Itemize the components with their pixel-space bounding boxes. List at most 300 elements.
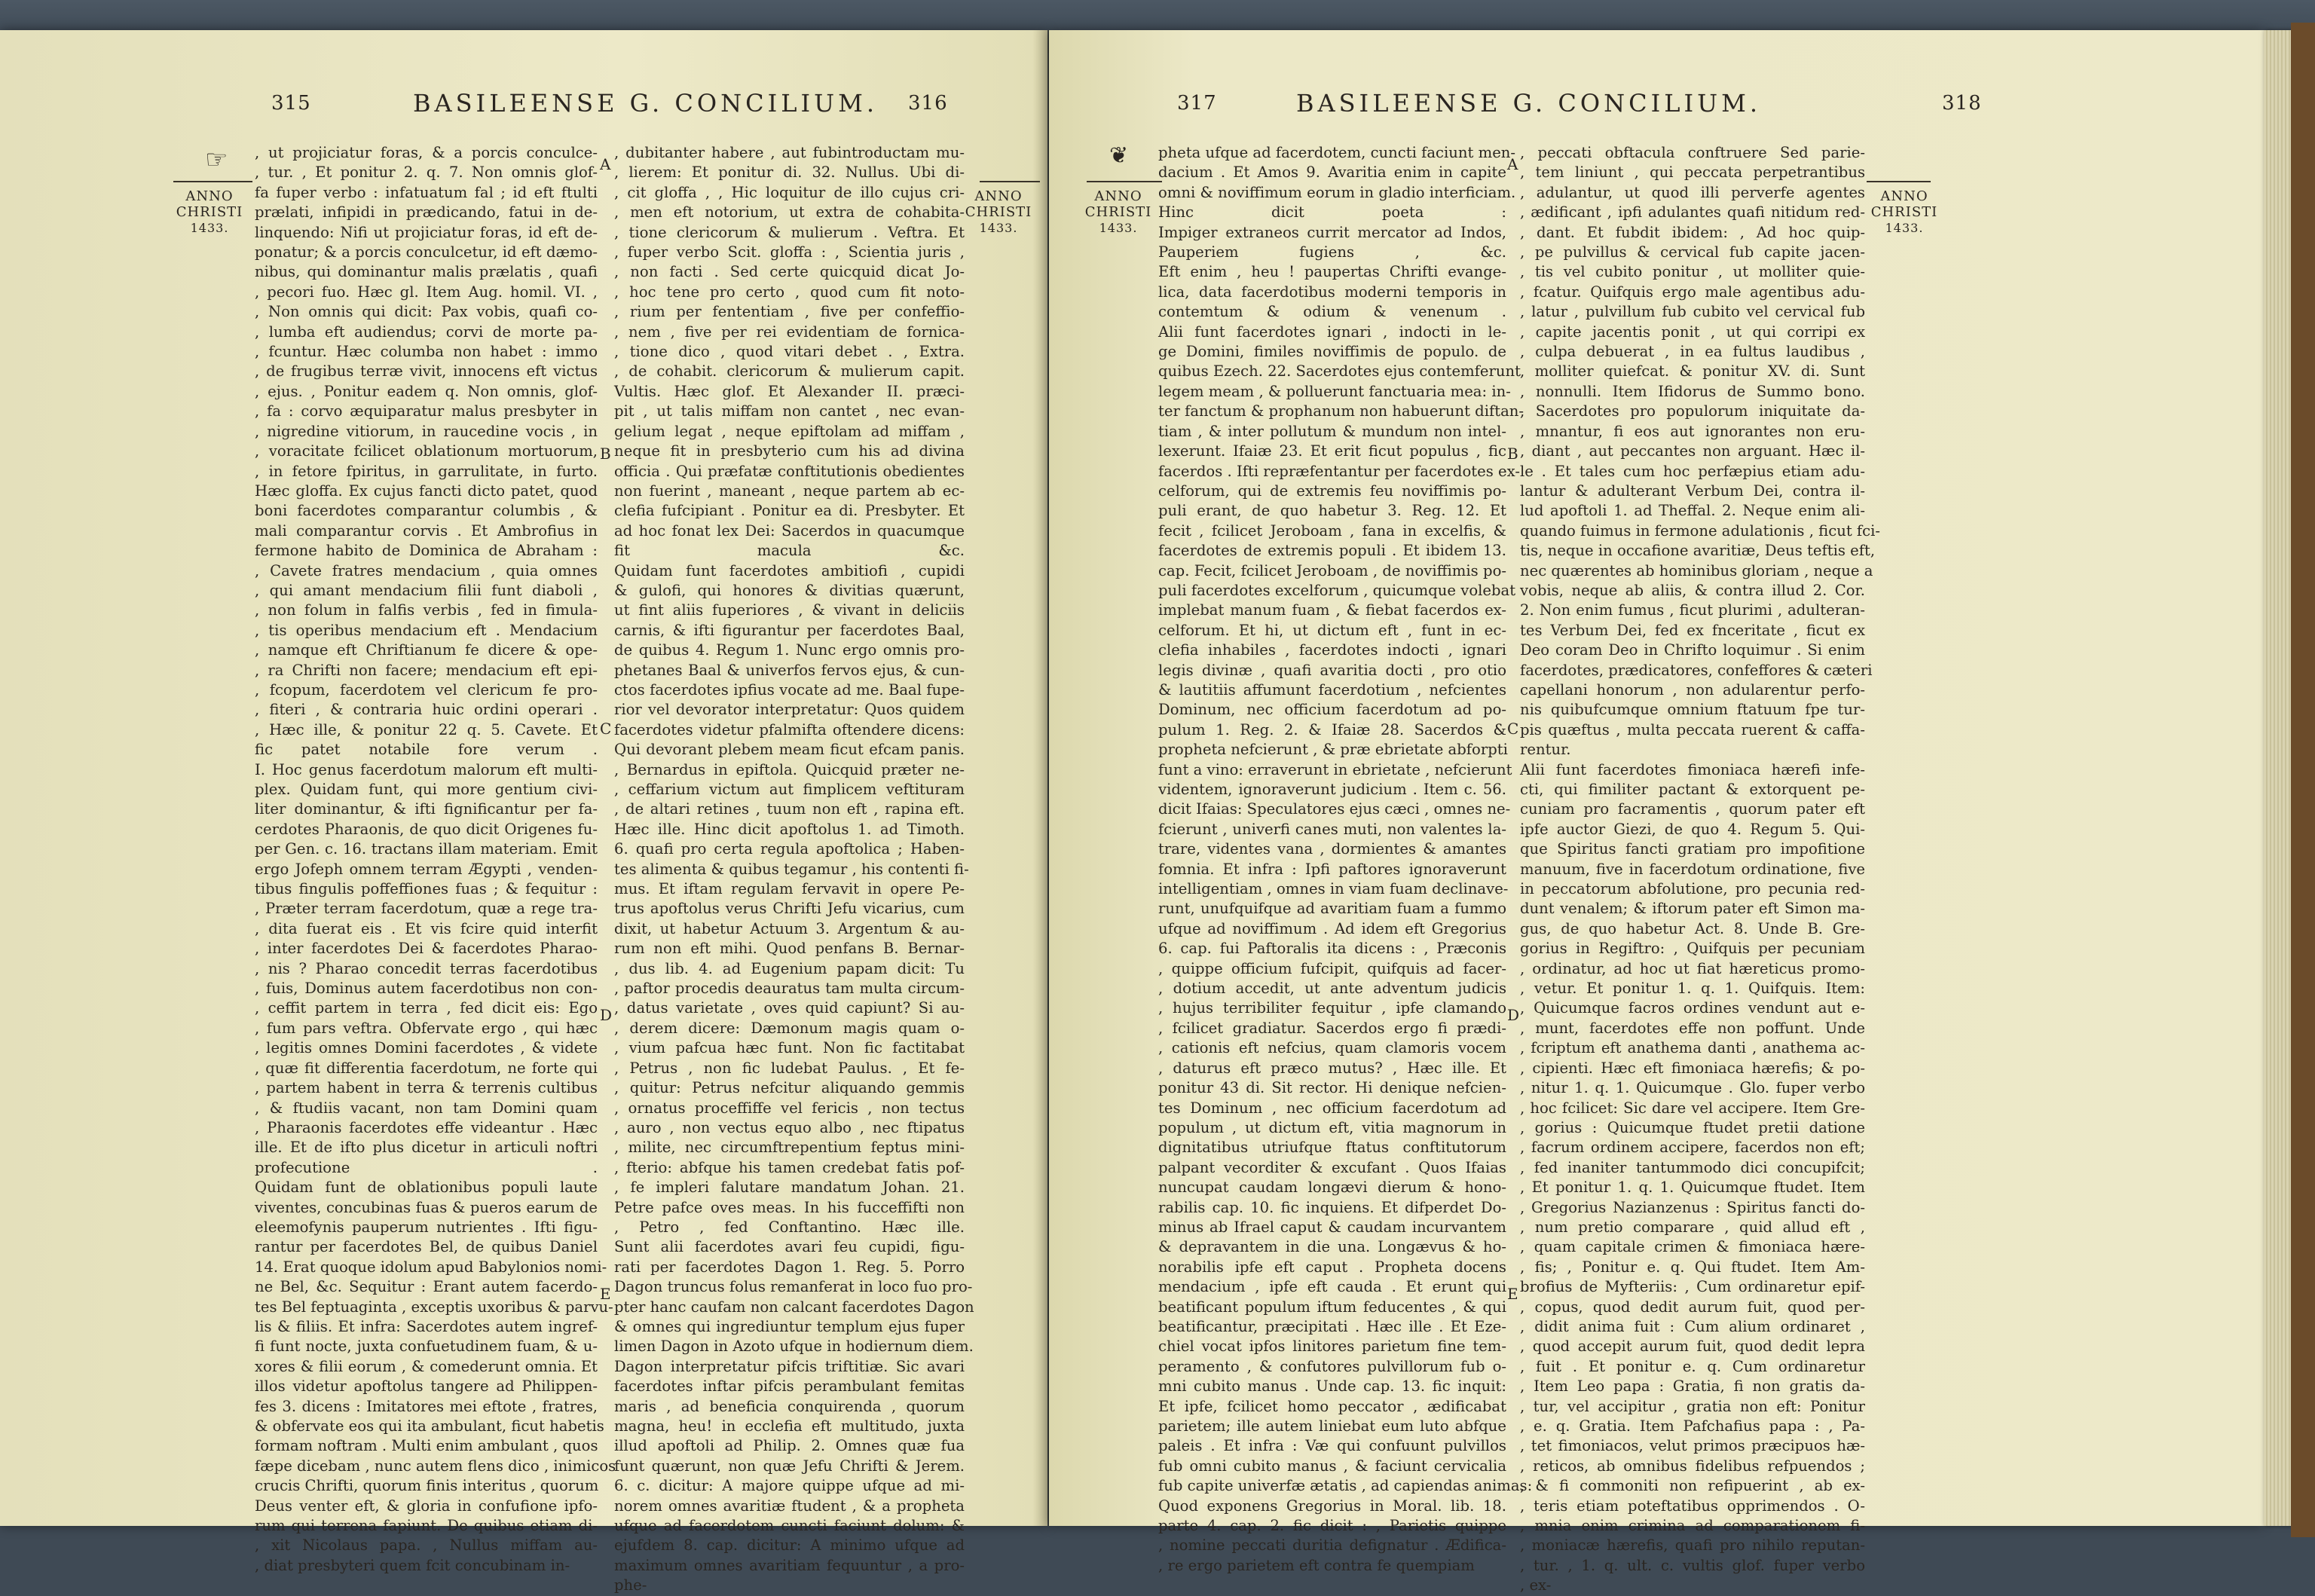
text-line: , didit anima fuit : Cum alium ordinaret , xyxy=(1520,1317,1865,1335)
text-line: viventes, concubinas fuas & pueros earum de xyxy=(255,1198,598,1216)
text-line: Quod exponens Gregorius in Moral. lib. 18. xyxy=(1158,1497,1506,1515)
text-line: , auro , non vectus equo albo , nec ftipatus xyxy=(614,1118,965,1136)
text-line: Quidam funt de oblationibus populi laute xyxy=(255,1179,598,1197)
text-line: Qui devorant plebem meam ficut efcam panis. xyxy=(614,741,965,759)
text-line: tes Dominum , nec officium facerdotum ad xyxy=(1158,1099,1506,1117)
year-margin-note xyxy=(965,188,1032,236)
year-margin-note xyxy=(172,188,247,236)
text-line: , & fi commoniti non refipuerint , ab ex- xyxy=(1520,1477,1865,1495)
text-line: , vium pafcua hæc funt. Non fic factitabat xyxy=(614,1039,965,1057)
text-line: , nis ? Pharao concedit terras facerdotibus xyxy=(255,959,598,977)
text-line: , namque eft Chriftianum fe dicere & ope- xyxy=(255,641,598,659)
text-line: parietem; ille autem liniebat eum luto abfque xyxy=(1158,1417,1506,1435)
text-line: cti, qui fimiliter pactant & extorquent pe- xyxy=(1520,781,1865,798)
text-line: tibus fingulis poffeffiones fuas ; & fequitur : xyxy=(255,880,598,898)
margin-year: 1433. xyxy=(190,221,229,235)
text-line: , dus lib. 4. ad Eugenium papam dicit: Tu xyxy=(614,959,965,977)
text-line: ge Domini, fimiles noviffimis de populo. de xyxy=(1158,343,1506,361)
text-line: rior vel devorator interpretatur: Quos quidem xyxy=(614,701,965,719)
text-line: clefia fufcipiant . Ponitur ea di. Presbyter. Et xyxy=(614,502,965,520)
text-line: & gulofi, qui honores & divitias quærunt, xyxy=(614,581,965,599)
text-line: contemtum & odium & venenum . xyxy=(1158,303,1506,321)
text-line: dixit, ut habetur Actuum 3. Argentum & au- xyxy=(614,919,965,937)
text-line: minus ab Ifrael caput & caudam incurvantem xyxy=(1158,1218,1506,1236)
text-line: , fum pars veftra. Obfervate ergo , qui hæc xyxy=(255,1019,598,1037)
text-line: ufque ad noviffimum . Ad idem eft Gregorius xyxy=(1158,919,1506,937)
text-line: , non facti . Sed certe quicquid dicat Jo- xyxy=(614,263,965,281)
text-line: ut fint aliis fuperiores , & vivant in deliciis xyxy=(614,601,965,619)
text-line: , tis vel cubito ponitur , ut molliter quie- xyxy=(1520,263,1865,281)
text-line: implebat manum fuam , & fiebat facerdos ex- xyxy=(1158,601,1506,619)
margin-anno: ANNO xyxy=(1094,188,1142,204)
text-line: , Hæc ille, & ponitur 22 q. 5. Cavete. Et xyxy=(255,720,598,738)
text-line: dunt venalem; & iftorum pater eft Simon ma- xyxy=(1520,900,1865,918)
section-letter-b: B xyxy=(600,445,611,463)
text-line: quando fuimus in fermone adulationis , ficut fci- xyxy=(1520,521,1881,540)
text-line: nis quibufcumque omnium ftatuum fpe tur- xyxy=(1520,701,1865,719)
text-line: , tur, vel accipitur , gratia non eft: Ponitur xyxy=(1520,1397,1865,1415)
section-letter-e: E xyxy=(1507,1285,1518,1303)
text-line: 2. Non enim fumus , ficut plurimi , adulteran- xyxy=(1520,601,1865,619)
text-line: lis & filiis. Et infra: Sacerdotes autem ingref- xyxy=(255,1317,598,1335)
text-line: per Gen. c. 16. tractans illam materiam. Emit xyxy=(255,840,598,858)
text-line: , fuis, Dominus autem facerdotibus non con- xyxy=(255,980,598,998)
text-line: beatificant populum iftum feducentes , & qui xyxy=(1158,1298,1506,1316)
text-line: , nem , five per rei evidentiam de fornica- xyxy=(614,323,965,341)
text-line: & obfervate eos qui ita ambulant, ficut habetis xyxy=(255,1417,604,1435)
text-line: videntem, ignoraverunt judicium . Item c. 56. xyxy=(1158,781,1506,798)
text-line: , facrum ordinem accipere, facerdos non eft; xyxy=(1520,1139,1865,1157)
text-line: ctos facerdotes ipfius vocate ad me. Baal fupe- xyxy=(614,680,965,699)
text-line: rantur per facerdotes Bel, de quibus Daniel xyxy=(255,1238,598,1256)
text-line: 6. quafi pro certa regula apoftolica ; Haben- xyxy=(614,840,965,858)
text-line: , diat presbyteri quem fcit concubinam in- xyxy=(255,1556,570,1574)
text-line: , quippe officium fufcipit, quifquis ad facer- xyxy=(1158,959,1506,977)
text-line: , Non omnis qui dicit: Pax vobis, quafi co- xyxy=(255,303,598,321)
text-line: fi funt nocte, juxta confuetudinem fuam, & u- xyxy=(255,1338,598,1356)
text-line: , fcuntur. Hæc columba non habet : immo xyxy=(255,343,598,361)
pointing-hand-icon: ☞ xyxy=(205,145,228,175)
text-line: puli erant, de quo habetur 3. Reg. 12. Et xyxy=(1158,502,1506,520)
text-line: facerdotes de extremis populi . Et ibidem 13. xyxy=(1158,542,1506,560)
left-page-column-1 xyxy=(255,143,616,1576)
text-line: profecutione . xyxy=(255,1158,598,1176)
text-line: , men eft notorium, ut extra de cohabita- xyxy=(614,203,965,222)
text-line: , legitis omnes Domini facerdotes , & videte xyxy=(255,1039,598,1057)
text-line: paleis . Et infra : Væ qui confuunt pulvillos xyxy=(1158,1437,1506,1455)
text-line: Alii funt facerdotes fimoniaca hærefi infe- xyxy=(1520,760,1865,778)
right-running-head xyxy=(1049,89,2264,131)
running-title: BASILEENSE G. CONCILIUM. xyxy=(1296,89,1762,118)
text-line: , non folum in falfis verbis , fed in fimula- xyxy=(255,601,598,619)
text-line: fa fuper verbo : infatuatum fal ; id eft ftulti xyxy=(255,183,598,201)
text-line: Hinc dicit poeta : xyxy=(1158,203,1506,222)
text-line: pit , ut talis miffam non cantet , nec evan- xyxy=(614,402,965,420)
text-line: rentur. xyxy=(1520,741,1571,759)
text-line: officia . Qui præfatæ conftitutionis obedientes xyxy=(614,462,965,480)
text-line: plex. Quidam funt, qui more gentium civi- xyxy=(255,781,598,798)
text-line: , molliter quiefcat. & ponitur XV. di. Sunt xyxy=(1520,362,1865,381)
text-line: boni facerdotes comparantur columbis , & xyxy=(255,502,598,520)
text-line: , Petrus , non fic ludebat Paulus. , Et fe- xyxy=(614,1059,965,1077)
text-line: beatificantur, præcipitati . Hæc ille . Et Eze- xyxy=(1158,1317,1506,1335)
text-line: Alii funt facerdotes ignari , indocti in le- xyxy=(1158,323,1506,341)
margin-year: 1433. xyxy=(1099,221,1138,235)
text-line: Quidam funt facerdotes ambitiofi , cupidi xyxy=(614,561,965,579)
text-line: , culpa debuerat , in ea fultus laudibus , xyxy=(1520,343,1865,361)
text-line: & lautitiis affumunt facerdotium , nefcientes xyxy=(1158,680,1506,699)
text-line: mni cubito manus . Unde cap. 13. fic inquit: xyxy=(1158,1377,1506,1396)
text-line: , datus varietate , oves quid capiunt? Si au- xyxy=(614,999,965,1017)
section-letter-c: C xyxy=(600,720,612,738)
text-line: I. Hoc genus facerdotum malorum eft multi- xyxy=(255,760,598,778)
text-line: dicit Ifaias: Speculatores ejus cæci , omnes ne- xyxy=(1158,800,1511,818)
text-line: , de altari retines , tuum non eft , rapina eft. xyxy=(614,800,965,818)
text-line: , tur. , 1. q. ult. c. vultis glof. fuper verbo xyxy=(1520,1556,1865,1574)
text-line: , ceffarium victum aut fimplicem veftituram xyxy=(614,781,965,798)
text-line: , daturus eft præco mutus? , Hæc ille. Et xyxy=(1158,1059,1506,1077)
page-number: 317 xyxy=(1177,92,1217,115)
text-line: ne Bel, &c. Sequitur : Erant autem facerdo- xyxy=(255,1278,598,1296)
text-line: facerdos . Ifti repræfentantur per facerdotes ex- xyxy=(1158,462,1520,480)
text-line: trare, videntes vana , dormientes & amantes xyxy=(1158,840,1506,858)
page-number: 316 xyxy=(908,92,948,115)
text-line: facerdotes inftar pifcis perambulant femitas xyxy=(614,1377,965,1396)
text-line: non fuerint , maneant , neque partem ab ec- xyxy=(614,482,965,500)
text-line: , latur , pulvillum fub cubito vel cervical fub xyxy=(1520,303,1865,321)
text-line: , voracitate fcilicet oblationum mortuorum, xyxy=(255,442,598,460)
text-line: , reticos, ab omnibus fidelibus refpuendos ; xyxy=(1520,1457,1865,1475)
text-line: carnis, & ifti figurantur per facerdotes Baal, xyxy=(614,621,965,639)
text-line: facerdotes, prædicatores, confeffores & cæteri xyxy=(1520,661,1873,679)
text-line: formam noftram . Multi enim ambulant , quos xyxy=(255,1437,598,1455)
text-line: propheta nefcierunt , & præ ebrietate abforpti xyxy=(1158,741,1508,759)
text-line: fub omni cubito manus , & faciunt cervicalia xyxy=(1158,1457,1506,1475)
text-line: , de frugibus terræ vivit, innocens eft victus xyxy=(255,362,598,381)
text-line: 6. c. dicitur: A majore quippe ufque ad mi- xyxy=(614,1477,965,1495)
text-line: gelium legat , neque epiftolam ad miffam , xyxy=(614,422,965,440)
text-line: , cit gloffa , , Hic loquitur de illo cujus cri- xyxy=(614,183,965,201)
section-letter-e: E xyxy=(600,1285,611,1303)
text-line: norem omnes avaritiæ ftudent , & a propheta xyxy=(614,1497,965,1515)
text-line: ipfe auctor Giezi, de quo 4. Regum 5. Qui- xyxy=(1520,820,1865,838)
text-line: , dotium accedit, ut ante adventum judicis xyxy=(1158,980,1506,998)
text-line: lexerunt. Ifaiæ 23. Et erit ficut populus , fic xyxy=(1158,442,1506,460)
text-line: cuniam pro facramentis , quorum pater eft xyxy=(1520,800,1865,818)
text-line: parte 4. cap. 2. fic dicit : , Parietis quippe xyxy=(1158,1517,1506,1535)
text-line: Eft enim , heu ! paupertas Chrifti evange- xyxy=(1158,263,1506,281)
text-line: nec quærentes ab hominibus gloriam , neque a xyxy=(1520,561,1873,579)
text-line: , mnantur, fi eos aut ignorantes non eru- xyxy=(1520,422,1865,440)
text-line: cerdotes Pharaonis, de quo dicit Origenes fu- xyxy=(255,820,598,838)
text-line: , munt, facerdotes effe non poffunt. Unde xyxy=(1520,1019,1865,1037)
text-line: dacium . Et Amos 9. Avaritia enim in capite xyxy=(1158,164,1506,182)
text-line: pulum 1. Reg. 2. & Ifaiæ 28. Sacerdos & xyxy=(1158,720,1506,738)
text-line: , Cavete fratres mendacium , quia omnes xyxy=(255,561,598,579)
text-line: , peccati obftacula conftruere Sed parie- xyxy=(1520,144,1865,161)
text-line: omni & noviffimum eorum in gladio interficiam. xyxy=(1158,183,1516,201)
text-line: pis quæftus , multa peccata ruerent & caffa- xyxy=(1520,720,1865,738)
text-line: Hæc ille. Hinc dicit apoftolus 1. ad Timoth. xyxy=(614,820,965,838)
text-line: , Petro , fed Conftantino. Hæc ille. xyxy=(614,1218,965,1236)
text-line: clefia inhabiles , facerdotes indocti , ignari xyxy=(1158,641,1506,659)
text-line: , ra Chrifti non facere; mendacium eft epi- xyxy=(255,661,598,679)
year-margin-note xyxy=(1870,188,1938,236)
margin-anno: ANNO xyxy=(974,188,1023,204)
text-line: pter hanc caufam non calcant facerdotes Dagon xyxy=(614,1298,974,1316)
page-number: 318 xyxy=(1942,92,1982,115)
text-line: , mnia enim crimina ad comparationem fi- xyxy=(1520,1517,1865,1535)
text-line: , tur. , Et ponitur 2. q. 7. Non omnis glof- xyxy=(255,164,598,182)
text-line: liter dominantur, & ifti fignificantur per fa- xyxy=(255,800,598,818)
section-letter-a: A xyxy=(1507,155,1518,173)
text-line: fic patet notabile fore verum . xyxy=(255,741,598,759)
text-line: , fuper verbo Scit. gloffa : , Scientia juris , xyxy=(614,243,965,261)
text-line: , fcatur. Quifquis ergo male agentibus adu- xyxy=(1520,283,1865,301)
text-line: pheta ufque ad facerdotem, cuncti faciunt men- xyxy=(1158,144,1516,161)
text-line: legis divinæ , quafi avaritia docti , pro otio xyxy=(1158,661,1506,679)
text-line: trus apoftolus verus Chrifti Jefu vicarius, cum xyxy=(614,900,965,918)
section-letter-d: D xyxy=(1507,1006,1520,1024)
text-line: norabilis ipfe eft caput . Propheta docens xyxy=(1158,1258,1506,1276)
text-line: ejufdem 8. cap. dicitur: A minimo ufque ad xyxy=(614,1536,965,1555)
left-page xyxy=(0,30,1047,1594)
text-line: , fcopum, facerdotem vel clericum fe pro- xyxy=(255,680,598,699)
text-line: , hujus terribiliter fequitur , ipfe clamando xyxy=(1158,999,1506,1017)
text-line: maris , ad beneficia conquirenda , quorum xyxy=(614,1397,965,1415)
text-line: Hæc gloffa. Ex cujus fancti dicto patet, quod xyxy=(255,482,598,500)
text-line: tes alimenta & quibus tegamur , his contenti fi- xyxy=(614,860,969,878)
margin-year: 1433. xyxy=(979,221,1018,235)
text-line: , derem dicere: Dæmonum magis quam o- xyxy=(614,1019,965,1037)
text-line: , fa : corvo æquiparatur malus presbyter in xyxy=(255,402,598,420)
margin-rule xyxy=(980,181,1040,182)
text-line: Vultis. Hæc glof. Et Alexander II. præci- xyxy=(614,382,965,400)
text-line: facerdotes videtur pfalmifta oftendere dicens: xyxy=(614,720,965,738)
text-line: , pe pulvillus & cervical fub capite jacen- xyxy=(1520,243,1865,261)
text-line: legem meam , & polluerunt fanctuaria mea: in- xyxy=(1158,382,1511,400)
text-line: , num pretio comparare , quid allud eft , xyxy=(1520,1218,1865,1236)
text-line: ad hoc fonat lex Dei: Sacerdos in quacumque xyxy=(614,521,965,540)
text-line: , de cohabit. clericorum & mulierum capit. xyxy=(614,362,965,381)
text-line: lud apoftoli 1. ad Theffal. 2. Neque enim ali- xyxy=(1520,502,1865,520)
text-line: peramento , & confutores pulvillorum fub o- xyxy=(1158,1357,1506,1375)
text-line: brofius de Myfteriis: , Cum ordinaretur epif- xyxy=(1520,1278,1865,1296)
text-line: capellani honorum , non adularentur perfo- xyxy=(1520,680,1865,699)
text-line: cap. Fecit, fcilicet Jeroboam , de noviffimis po- xyxy=(1158,561,1506,579)
text-line: phetanes Baal & univerfos fervos ejus, & cun- xyxy=(614,661,965,679)
text-line: , nitur 1. q. 1. Quicumque . Glo. fuper verbo xyxy=(1520,1079,1865,1097)
text-line: rabilis cap. 10. fic inquiens. Et difperdet Do- xyxy=(1158,1198,1506,1216)
text-line: , quitur: Petrus nefcitur aliquando gemmis xyxy=(614,1079,965,1097)
text-line: , tione clericorum & mulierum . Veftra. Et xyxy=(614,223,965,241)
text-line: , milite, nec circumftrepentium feptus mini- xyxy=(614,1139,965,1157)
text-line: fæpe dicebam , nunc autem flens dico , inimicos xyxy=(255,1457,616,1475)
margin-christi: CHRISTI xyxy=(176,204,243,220)
text-line: , fterio: abfque his tamen credebat fatis pof- xyxy=(614,1158,965,1176)
right-page-column-2 xyxy=(1520,143,1881,1596)
text-line: ponatur; & a porcis conculcetur, id eft dæmo- xyxy=(255,243,598,261)
text-line: gus, de quo habetur Act. 8. Unde B. Gre- xyxy=(1520,919,1865,937)
text-line: runt, unufquifque ad avaritiam fuam a fummo xyxy=(1158,900,1506,918)
text-line: , fis; , Ponitur e. q. Qui ftudet. Item Am- xyxy=(1520,1258,1865,1276)
text-line: Sunt alii facerdotes avari feu cupidi, figu- xyxy=(614,1238,965,1256)
right-page xyxy=(1049,30,2264,1594)
text-line: , ædificant , ipfi adulantes quafi nitidum red- xyxy=(1520,203,1865,222)
section-letter-c: C xyxy=(1507,720,1519,738)
text-line: , dant. Et fubdit ibidem: , Ad hoc quip- xyxy=(1520,223,1865,241)
text-line: , fed inaniter tantummodo dici concupifcit; xyxy=(1520,1158,1865,1176)
margin-rule xyxy=(173,181,252,182)
text-line: fomnia. Et infra : Ipfi paftores ignoraverunt xyxy=(1158,860,1506,878)
margin-christi: CHRISTI xyxy=(1084,204,1152,220)
text-line: de quibus 4. Regum 1. Nunc ergo omnis pro- xyxy=(614,641,965,659)
text-line: , e. q. Gratia. Item Pafchafius papa : , Pa- xyxy=(1520,1417,1865,1435)
text-line: , fcilicet gradiatur. Sacerdos ergo fi prædi- xyxy=(1158,1019,1506,1037)
book-cover-edge xyxy=(2291,23,2315,1537)
text-line: ponitur 43 di. Sit rector. Hi denique nefcien- xyxy=(1158,1079,1506,1097)
text-line: , pecori fuo. Hæc gl. Item Aug. homil. VI. , xyxy=(255,283,598,301)
text-line: , copus, quod dedit aurum fuit, quod per- xyxy=(1520,1298,1865,1316)
text-line: , moniacæ hærefis, quafi pro nihilo reputan- xyxy=(1520,1536,1865,1555)
text-line: rati per facerdotes Dagon 1. Reg. 5. Porro xyxy=(614,1258,965,1276)
text-line: mendacium , ipfe eft cauda . Et erunt qui xyxy=(1158,1278,1506,1296)
running-title: BASILEENSE G. CONCILIUM. xyxy=(413,89,879,118)
text-line: mali comparantur corvis . Et Ambrofius in xyxy=(255,521,598,540)
text-line: , qui amant mendacium filii funt diaboli , xyxy=(255,581,598,599)
text-line: , ut projiciatur foras, & a porcis conculce- xyxy=(255,144,598,161)
text-line: , fuit . Et ponitur e. q. Cum ordinaretur xyxy=(1520,1357,1865,1375)
text-line: illos videtur apoftolus tangere ad Philippen- xyxy=(255,1377,598,1396)
text-line: , fe impleri falutare mandatum Johan. 21. xyxy=(614,1179,965,1197)
text-line: palpant vecorditer & excufant . Quos Ifaias xyxy=(1158,1158,1506,1176)
text-line: dignitatibus utriufque ftatus conftitutorum xyxy=(1158,1139,1506,1157)
margin-christi: CHRISTI xyxy=(965,204,1032,220)
text-line: rum non eft mihi. Quod penfans B. Bernar- xyxy=(614,940,965,958)
text-line: mus. Et iftam regulam fervavit in opere Pe- xyxy=(614,880,965,898)
text-line: , Quicumque facros ordines vendunt aut e- xyxy=(1520,999,1865,1017)
text-line: 6. cap. fui Paftoralis ita dicens : , Præconis xyxy=(1158,940,1506,958)
text-line: , teris etiam poteftatibus opprimendos . O- xyxy=(1520,1497,1865,1515)
text-line: , Gregorius Nazianzenus : Spiritus fancti do- xyxy=(1520,1198,1865,1216)
text-line: , Item Leo papa : Gratia, fi non gratis da- xyxy=(1520,1377,1865,1396)
text-line: , ornatus proceffiffe vel fericis , non tectus xyxy=(614,1099,965,1117)
text-line: , paftor procedis deauratus tam multa circum- xyxy=(614,980,965,998)
text-line: Deo coram Deo in Chrifto loquimur . Si enim xyxy=(1520,641,1865,659)
text-line: illud apoftoli ad Philip. 2. Omnes quæ fua xyxy=(614,1437,965,1455)
text-line: , vetur. Et ponitur 1. q. 1. Quifquis. Item: xyxy=(1520,980,1865,998)
text-line: que Spiritus fancti gratiam pro impofitione xyxy=(1520,840,1865,858)
text-line: Dominum, nec officium facerdotum ad po- xyxy=(1158,701,1506,719)
text-line: , Et ponitur 1. q. 1. Quicumque ftudet. Item xyxy=(1520,1179,1865,1197)
text-line: Deus venter eft, & gloria in confufione ipfo- xyxy=(255,1497,598,1515)
margin-year: 1433. xyxy=(1885,221,1924,235)
fleuron-icon: ❦ xyxy=(1109,142,1129,169)
left-running-head xyxy=(0,89,1047,131)
text-line: in peccatorum abfolutione, pro pecunia red- xyxy=(1520,880,1865,898)
text-line: , tis operibus mendacium eft . Mendacium xyxy=(255,621,598,639)
text-line: , tet fimoniacos, velut primos præcipuos hæ- xyxy=(1520,1437,1865,1455)
text-line: fecit , fcilicet Jeroboam , fana in excelfis, & xyxy=(1158,521,1506,540)
page-number: 315 xyxy=(271,92,311,115)
text-line: rum qui terrena fapiunt. De quibus etiam di- xyxy=(255,1517,598,1535)
text-line: ille. Et de ifto plus dicetur in articuli noftri xyxy=(255,1139,598,1157)
text-line: limen Dagon in Azoto ufque in hodiernum diem. xyxy=(614,1338,974,1356)
text-line: , dubitanter habere , aut fubintroductam mu- xyxy=(614,144,965,161)
text-line: , hoc tene pro certo , quod cum fit noto- xyxy=(614,283,965,301)
text-line: , fiteri , & contraria huic ordini operari . xyxy=(255,701,598,719)
text-line: , nonnulli. Item Ifidorus de Summo bono. xyxy=(1520,382,1865,400)
text-line: Petre pafce oves meas. In his fucceffifti non xyxy=(614,1198,965,1216)
text-line: fermone habito de Dominica de Abraham : xyxy=(255,542,598,560)
right-page-column-1 xyxy=(1158,143,1533,1576)
text-line: vobis, neque ab aliis, & contra illud 2. Cor. xyxy=(1520,581,1865,599)
text-line: eleemofynis pauperum nutrientes . Ifti figu- xyxy=(255,1218,598,1236)
text-line: Dagon interpretatur pifcis triftitiæ. Sic avari xyxy=(614,1357,965,1375)
text-line: lica, data facerdotibus moderni temporis in xyxy=(1158,283,1506,301)
text-line: & depravantem in die una. Longævus & ho- xyxy=(1158,1238,1506,1256)
text-line: , in fetore fpiritus, in garrulitate, in furto. xyxy=(255,462,598,480)
text-line: quibus Ezech. 22. Sacerdotes ejus contemferunt xyxy=(1158,362,1521,381)
text-line: , Sacerdotes pro populorum iniquitate da- xyxy=(1520,402,1865,420)
text-line: , nigredine vitiorum, in raucedine vocis , in xyxy=(255,422,598,440)
margin-anno: ANNO xyxy=(185,188,234,204)
text-line: , ex- xyxy=(1520,1576,1552,1594)
text-line: lantur & adulterant Verbum Dei, contra il- xyxy=(1520,482,1865,500)
text-line: , xit Nicolaus papa. , Nullus miffam au- xyxy=(255,1536,598,1555)
text-line: fub capite univerfæ ætatis , ad capiendas animas: xyxy=(1158,1477,1533,1495)
text-line: nibus, qui dominantur malis prælatis , quafi xyxy=(255,263,598,281)
text-line: , & ftudiis vacant, non tam Domini quam xyxy=(255,1099,598,1117)
year-margin-note xyxy=(1081,188,1156,236)
text-line: phe- xyxy=(614,1576,647,1594)
section-letter-b: B xyxy=(1507,445,1518,463)
text-line: funt a vino: erraverunt in ebrietate , nefcierunt xyxy=(1158,760,1512,778)
text-line: , dita fuerat eis . Et vis fcire quid interfit xyxy=(255,919,598,937)
text-line: , partem habent in terra & terrenis cultibus xyxy=(255,1079,598,1097)
text-line: maximum omnes avaritiam fequuntur , a pro- xyxy=(614,1556,965,1574)
text-line: , ejus. , Ponitur eadem q. Non omnis, glof- xyxy=(255,382,598,400)
text-line: tes Verbum Dei, fed ex fnceritate , ficut ex xyxy=(1520,621,1865,639)
text-line: Dagon truncus folus remanferat in loco fuo pro- xyxy=(614,1278,973,1296)
text-line: , adulantur, ut quod illi perverfe agentes xyxy=(1520,183,1865,201)
text-line: , diant , aut peccantes non arguant. Hæc il- xyxy=(1520,442,1865,460)
text-line: Impiger extraneos currit mercator ad Indos, xyxy=(1158,223,1506,241)
text-line: xores & filii eorum , & comederunt omnia. Et xyxy=(255,1357,598,1375)
text-line: , rium per fententiam , five per confeffio- xyxy=(614,303,965,321)
text-line: , cationis eft nefcius, quam clamoris vocem xyxy=(1158,1039,1506,1057)
text-line: , Bernardus in epiftola. Quicquid præter ne- xyxy=(614,760,965,778)
margin-christi: CHRISTI xyxy=(1870,204,1938,220)
section-letter-a: A xyxy=(600,155,611,173)
text-line: intelligentiam , omnes in viam fuam declinave- xyxy=(1158,880,1509,898)
text-line: , gorius : Quicumque ftudet pretii datione xyxy=(1520,1118,1865,1136)
text-line: linquendo: Nifi ut projiciatur foras, id eft de- xyxy=(255,223,598,241)
text-line: tis, neque in occafione avaritiæ, Deus teftis eft, xyxy=(1520,542,1876,560)
text-line: magna, heu! in ecclefia eft multitudo, juxta xyxy=(614,1417,965,1435)
text-line: tes Bel feptuaginta , exceptis uxoribus & parvu- xyxy=(255,1298,613,1316)
text-line: & omnes qui ingrediuntur templum ejus fuper xyxy=(614,1317,965,1335)
text-line: fcierunt , univerfi canes muti, non valentes la- xyxy=(1158,820,1506,838)
text-line: ufque ad facerdotem cuncti faciunt dolum: & xyxy=(614,1517,965,1535)
text-line: , quæ fit differentia facerdotum, ne forte qui xyxy=(255,1059,598,1077)
text-line: , tione dico , quod vitari debet . , Extra. xyxy=(614,343,965,361)
text-line: funt quærunt, non quæ Jefu Chrifti & Jerem. xyxy=(614,1457,965,1475)
text-line: , cipienti. Hæc eft fimoniaca hærefis; & po- xyxy=(1520,1059,1865,1077)
text-line: prælati, infipidi in prædicando, fatui in de- xyxy=(255,203,598,222)
text-line: , quam capitale crimen & fimoniaca hære- xyxy=(1520,1238,1865,1256)
left-page-column-2 xyxy=(614,143,974,1596)
